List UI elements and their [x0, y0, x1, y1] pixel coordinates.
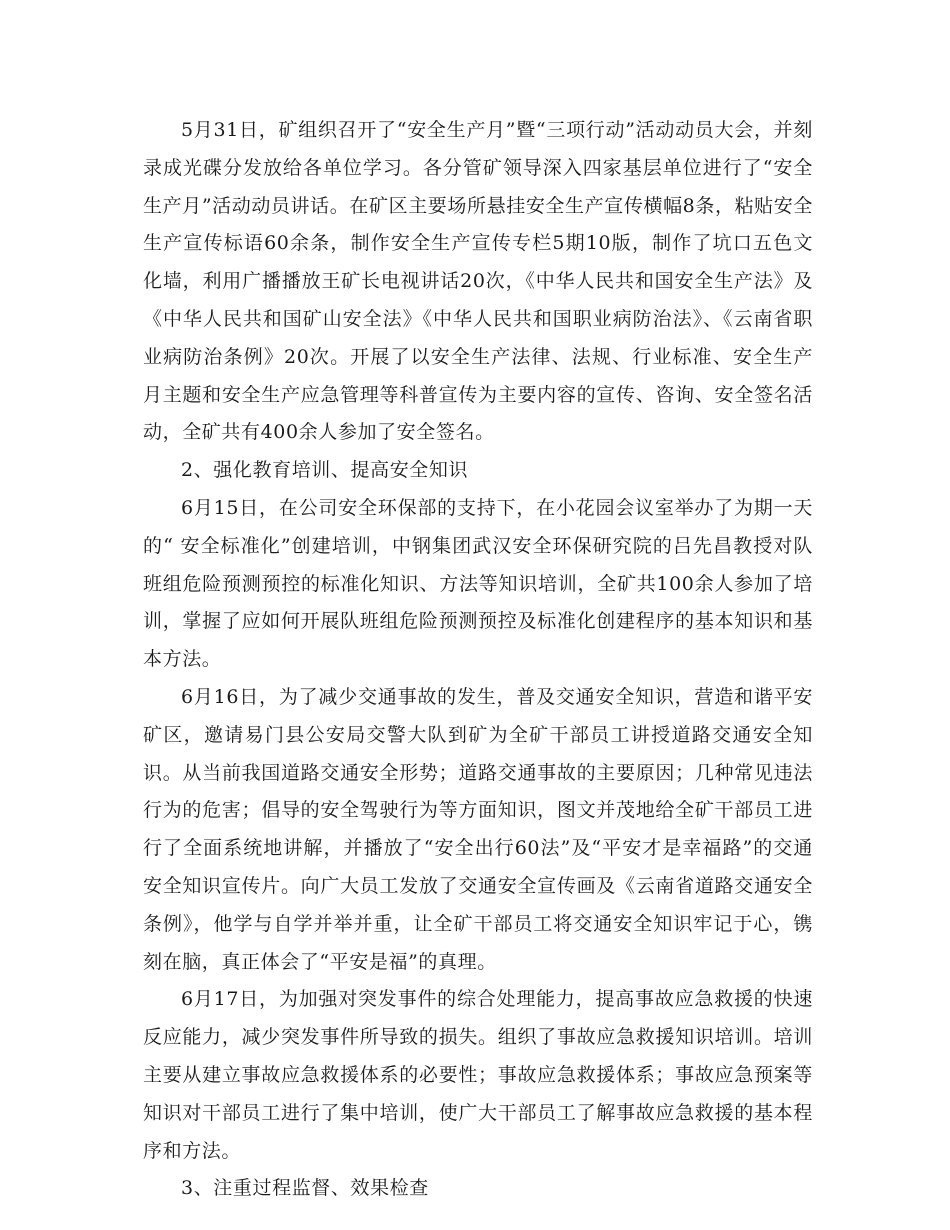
- section-heading-education-training: 2、强化教育培训、提高安全知识: [181, 459, 469, 482]
- document-page: [143, 112, 813, 1208]
- paragraph-safety-month-campaign: 5月31日，矿组织召开了“安全生产月”暨“三项行动”活动动员大会，并刻录成光碟分发放给各单位学习。各分管矿领导深入四家基层单位进行了“安全生产月”活动动员讲话。在矿区主要场所悬挂安全生产宣传横幅8条，粘贴安全生产宣传标语60余条，制作安全生产宣传专栏5期10版，制作了坑口五色文化墙，利用广播播放王矿长电视讲话20次，《中华人民共和国安全生产法》及《中华人民共和国矿山安全法》《中华人民共和国职业病防治法》、《云南省职业病防治条例》20次。开展了以安全生产法律、法规、行业标准、安全生产月主题和安全生产应急管理等科普宣传为主要内容的宣传、咨询、安全签名活动，全矿共有400余人参加了安全签名。: [143, 119, 813, 444]
- paragraph-traffic-safety-lecture: 6月16日，为了减少交通事故的发生，普及交通安全知识，营造和谐平安矿区，邀请易门县公安局交警大队到矿为全矿干部员工讲授道路交通安全知识。从当前我国道路交通安全形势；道路交通事故的主要原因；几种常见违法行为的危害；倡导的安全驾驶行为等方面知识，图文并茂地给全矿干部员工进行了全面系统地讲解，并播放了“安全出行60法”及“平安才是幸福路”的交通安全知识宣传片。向广大员工发放了交通安全宣传画及《云南省道路交通安全条例》，他学与自学并举并重，让全矿干部员工将交通安全知识牢记于心，镌刻在脑，真正体会了“平安是福”的真理。: [143, 685, 813, 973]
- section-heading-process-supervision: 3、注重过程监督、效果检查: [181, 1177, 429, 1200]
- paragraph-emergency-rescue-training: 6月17日，为加强对突发事件的综合处理能力，提高事故应急救援的快速反应能力，减少突发事件所导致的损失。组织了事故应急救援知识培训。培训主要从建立事故应急救援体系的必要性；事故应急救援体系；事故应急预案等知识对干部员工进行了集中培训，使广大干部员工了解事故应急救援的基本程序和方法。: [143, 988, 813, 1162]
- paragraph-standardization-training: 6月15日，在公司安全环保部的支持下，在小花园会议室举办了为期一天的“ 安全标准化”创建培训，中钢集团武汉安全环保研究院的吕先昌教授对队班组危险预测预控的标准化知识、方法等知识培训，全矿共100余人参加了培训，掌握了应如何开展队班组危险预测预控及标准化创建程序的基本知识和基本方法。: [143, 496, 813, 671]
